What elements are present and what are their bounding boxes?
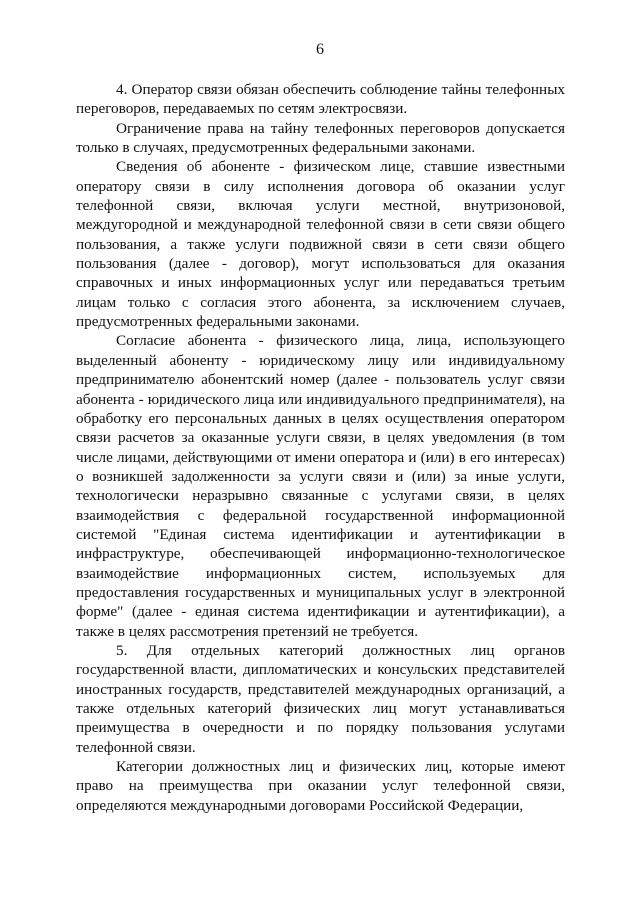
paragraph-subscriber-info: Сведения об абоненте - физическом лице, ставшие известными оператору связи в силу исполнения договора об оказании услуг телефонной связи, включая услуги местной, внутризоновой, междугородной и международной телефонной связи в сети связи общего пользования, а также услуги подвижной связи в сети связи общего пользования (далее - договор), могут использоваться для оказания справочных и иных информационных услуг или передаваться третьим лицам только с согласия этого абонента, за исключением случаев, предусмотренных федеральными законами. bbox=[76, 158, 565, 331]
paragraph-restriction: Ограничение права на тайну телефонных переговоров допускается только в случаях, предусмотренных федеральными законами. bbox=[76, 119, 565, 157]
paragraph-consent: Согласие абонента - физического лица, лица, использующего выделенный абоненту - юридическому лицу или индивидуальному предпринимателю абонентский номер (далее - пользователь услуг связи абонента - юридического лица или индивидуального предпринимателя), на обработку его персональных данных в целях осуществления оператором связи расчетов за оказанные услуги связи, в целях уведомления (в том числе лицами, действующими от имени оператора и (или) в его интересах) о возникшей задолженности за услуги связи и (или) за иные услуги, технологически неразрывно связанные с услугами связи, в целях взаимодействия с федеральной государственной информационной системой "Единая система идентификации и аутентификации в инфраструктуре, обеспечивающей информационно-технологическое взаимодействие информационных систем, используемых для предоставления государственных и муниципальных услуг в электронной форме" (далее - единая система идентификации и аутентификации), а также в целях рассмотрения претензий не требуется. bbox=[76, 332, 565, 640]
document-body bbox=[76, 80, 565, 815]
paragraph-operator-obligation: 4. Оператор связи обязан обеспечить соблюдение тайны телефонных переговоров, передаваемых по сетям электросвязи. bbox=[76, 81, 565, 118]
paragraph-privileges: 5. Для отдельных категорий должностных лиц органов государственной власти, дипломатических и консульских представителей иностранных государств, представителей международных организаций, а также отдельных категорий физических лиц могут устанавливаться преимущества в очередности и по порядку пользования услугами телефонной связи. bbox=[76, 641, 565, 756]
paragraph-categories: Категории должностных лиц и физических лиц, которые имеют право на преимущества при оказании услуг телефонной связи, определяются международными договорами Российской Федерации, bbox=[76, 758, 565, 814]
page-number: 6 bbox=[316, 41, 324, 58]
